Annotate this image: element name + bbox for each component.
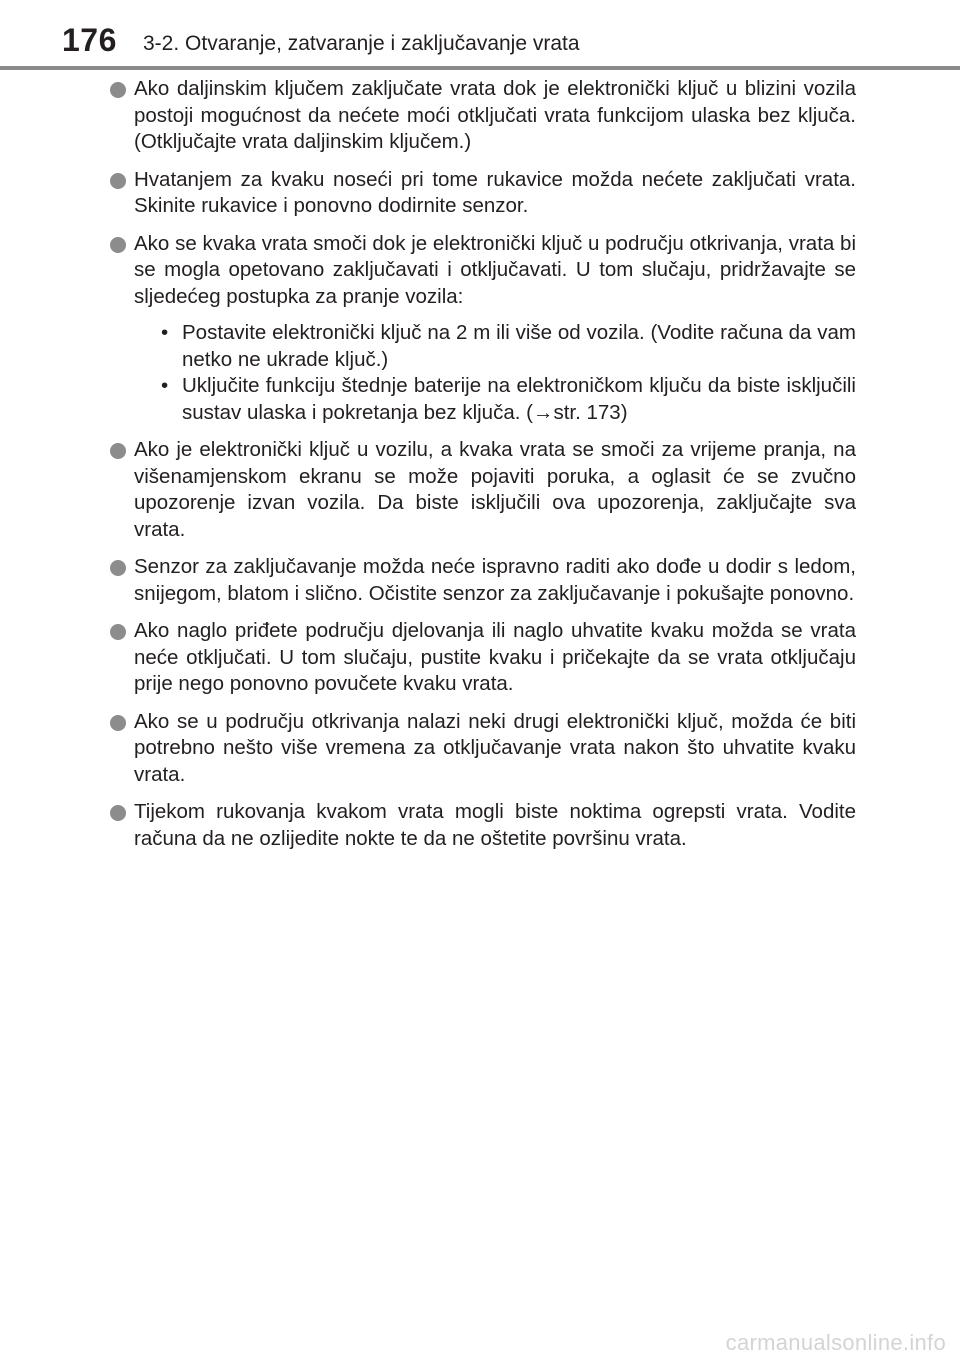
note-item — [110, 167, 856, 220]
page-header — [0, 0, 960, 68]
note-item — [110, 437, 856, 543]
note-text: Ako naglo priđete području djelovanja ili naglo uhvatite kvaku možda se vrata neće otključati. U tom slučaju, pustite kvaku i pričekajte da se vrata otključaju prije nego ponovno povučete kvaku vrata. — [134, 619, 856, 695]
note-text: Senzor za zaključavanje možda neće ispravno raditi ako dođe u dodir s ledom, snijegom, blatom i slično. Očistite senzor za zaključavanje i pokušajte ponovno. — [134, 555, 856, 605]
circle-bullet-icon — [110, 624, 126, 640]
sub-list — [134, 320, 856, 426]
sub-item-text: Postavite elektronički ključ na 2 m ili više od vozila. (Vodite računa da vam netko ne ukrade ključ.) — [182, 321, 856, 371]
note-text: Ako se u području otkrivanja nalazi neki drugi elektronički ključ, možda će biti potrebno nešto više vremena za otključavanje vrata nakon što uhvatite kvaku vrata. — [134, 709, 856, 786]
note-text: Hvatanjem za kvaku noseći pri tome rukavice možda nećete zaključati vrata. Skinite rukavice i ponovno dodirnite senzor. — [134, 167, 856, 217]
note-text: Ako je elektronički ključ u vozilu, a kvaka vrata se smoči za vrijeme pranja, na višenamjenskom ekranu se može pojaviti poruka, a oglasit će se zvučno upozorenje izvan vozila. Da biste isključili ova upozorenja, zaključajte sva vrata. — [134, 438, 856, 541]
note-item — [110, 799, 856, 852]
circle-bullet-icon — [110, 805, 126, 821]
note-item — [110, 554, 856, 607]
circle-bullet-icon — [110, 237, 126, 253]
header-divider — [0, 66, 960, 70]
sub-list-item — [134, 320, 856, 373]
note-item — [110, 709, 856, 789]
note-text: Ako daljinskim ključem zaključate vrata dok je elektronički ključ u blizini vozila postoji mogućnost da nećete moći otključati vrata funkcijom ulaska bez ključa. (Otključajte vrata daljinskim ključem.) — [134, 77, 856, 153]
circle-bullet-icon — [110, 82, 126, 98]
note-item — [110, 76, 856, 156]
note-text: Tijekom rukovanja kvakom vrata mogli biste noktima ogrepsti vrata. Vodite računa da ne ozlijedite nokte te da ne oštetite površinu vrata. — [134, 800, 856, 850]
circle-bullet-icon — [110, 560, 126, 576]
dot-bullet-icon: • — [161, 321, 169, 344]
circle-bullet-icon — [110, 715, 126, 731]
section-title: 3-2. Otvaranje, zatvaranje i zaključavanje vrata — [143, 32, 580, 55]
circle-bullet-icon — [110, 173, 126, 189]
watermark: carmanualsonline.info — [725, 1330, 946, 1355]
note-item — [110, 231, 856, 427]
page-number: 176 — [62, 22, 117, 58]
note-item — [110, 618, 856, 698]
note-text: Ako se kvaka vrata smoči dok je elektronički ključ u području otkrivanja, vrata bi se mogla opetovano zaključavati i otključavati. U tom slučaju, pridržavajte se sljedećeg postupka za pranje vozila: — [134, 231, 856, 308]
sub-list-item — [134, 373, 856, 426]
notes-list — [110, 76, 856, 863]
dot-bullet-icon: • — [161, 374, 169, 397]
circle-bullet-icon — [110, 443, 126, 459]
sub-item-text: Uključite funkciju štednje baterije na elektroničkom ključu da biste isključili sustav ulaska i pokretanja bez ključa. (→str. 173) — [182, 374, 856, 424]
